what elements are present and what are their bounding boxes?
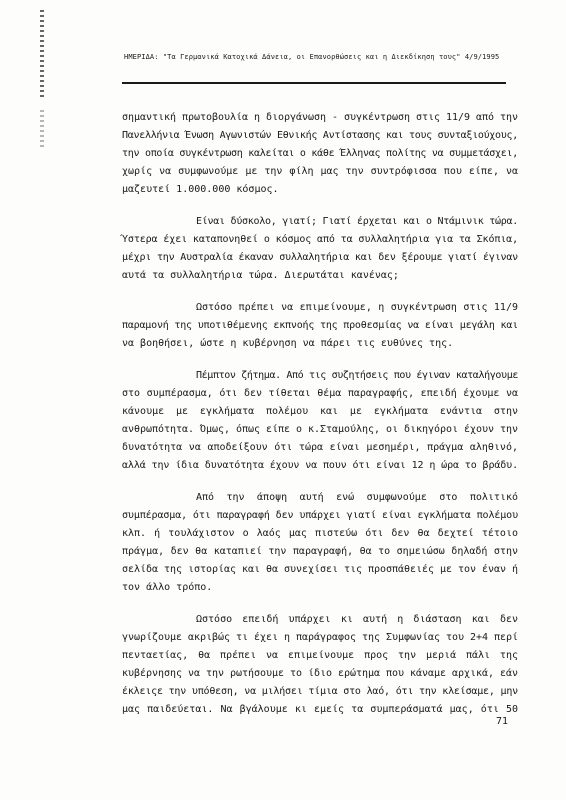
binding-edge-marks [40, 110, 44, 150]
text-line: μέχρι την Αυστραλία έκαναν συλλαλητήρια και δεν ξέρουμε γιατί έγιναν [122, 252, 518, 263]
text-line: μαζευτεί 1.000.000 κόσμος. [122, 184, 279, 195]
text-line: Πέμπτον ζήτημα. Από τις συζητήσεις που έγιναν καταλήγουμε [196, 370, 518, 381]
text-line: να βοηθήσει, ώστε η κυβέρνηση να πάρει τις ευθύνες της. [122, 338, 454, 349]
text-line: κυβέρνησης να την ρωτήσουμε το ίδιο ερώτημα που κάναμε αρχικά, εάν [122, 668, 518, 679]
paragraph-2 [122, 213, 518, 285]
text-line: γνωρίζουμε ακριβώς τι έχει η παράγραφος της Συμφωνίας του 2+4 περί [122, 632, 518, 643]
text-line: Πανελλήνια Ένωση Αγωνιστών Εθνικής Αντίστασης και τους συνταξιούχους, [122, 130, 518, 141]
header-rule [122, 82, 506, 84]
text-line: Ωστόσο πρέπει να επιμείνουμε, η συγκέντρωση στις 11/9 [196, 302, 518, 313]
binding-edge-marks [40, 10, 44, 100]
text-line: Ύστερα έχει καταπονηθεί ο κόσμος από τα συλλαλητήρια για τα Σκόπια, [122, 234, 518, 245]
text-line: τον άλλο τρόπο. [122, 582, 213, 593]
page-number: 71 [496, 716, 509, 727]
paragraph-5 [122, 489, 518, 597]
text-line: ανθρωπότητα. Όμως, όπως είπε ο κ.Σταμούλης, οι δικηγόροι έχουν την [122, 424, 518, 435]
text-line: μας παιδεύεται. Να βγάλουμε κι εμείς τα συμπεράσματά μας, ότι 50 [122, 704, 518, 715]
text-line: χωρίς να συμφωνούμε με την φίλη μας την συντρόφισσα που είπε, να [122, 166, 518, 177]
text-line: συμπέρασμα, ότι παραγραφή δεν υπάρχει γιατί είναι εγκλήματα πολέμου [122, 510, 518, 521]
text-line: την οποία συγκέντρωση καλείται ο κάθε Έλληνας πολίτης να συμμετάσχει, [122, 148, 518, 159]
text-line: Είναι δύσκολο, γιατί; Γιατί έρχεται και ο Ντάμινικ τώρα. [196, 216, 518, 227]
text-line: σημαντική πρωτοβουλία η διοργάνωση - συγκέντρωση στις 11/9 από την [122, 112, 518, 123]
text-line: πενταετίας, θα πρέπει να επιμείνουμε προς την μεριά πάλι της [122, 650, 518, 661]
paragraph-3 [122, 299, 518, 353]
paragraph-4 [122, 367, 518, 475]
text-line: Ωστόσο επειδή υπάρχει κι αυτή η διάσταση και δεν [196, 614, 518, 625]
paragraph-6 [122, 611, 518, 719]
text-line: Από την άποψη αυτή ενώ συμφωνούμε στο πολιτικό [196, 492, 518, 503]
text-line: κλπ. ή τουλάχιστον ο λαός μας πιστεύω ότι δεν θα δεχτεί τέτοιο [122, 528, 518, 539]
text-line: δυνατότητα να αποδείξουν ότι τώρα είναι μεσημέρι, πράγμα αληθινό, [122, 442, 518, 453]
text-line: αυτά τα συλλαλητήρια τώρα. Διερωτάται κανένας; [122, 270, 399, 281]
page-header: ΗΜΕΡΙΔΑ: "Τα Γερμανικά Κατοχικά Δάνεια, οι Επανορθώσεις και η Διεκδίκηση τους" 4/9/1995 [124, 53, 500, 61]
text-line: παραμονή της υποτιθέμενης εκπνοής της προθεσμίας να είναι μεγάλη και [122, 320, 518, 331]
text-line: έκλειςε την υπόθεση, να μιλήσει τίμια στο λαό, ότι την κλείσαμε, μην [122, 686, 518, 697]
text-line: σελίδα της ιστορίας και θα συνεχίσει τις προσπάθειές με τον έναν ή [122, 564, 518, 575]
text-line: πράγμα, δεν θα καταπιεί την παραγραφή, θα το σημειώσω δηλαδή στην [122, 546, 518, 557]
text-line: αλλά την ίδια δυνατότητα έχουν να πουν ότι είναι 12 η ώρα το βράδυ. [122, 460, 518, 471]
body-text [122, 109, 518, 733]
paragraph-1 [122, 109, 518, 199]
text-line: στο συμπέρασμα, ότι δεν τίθεται θέμα παραγραφής, επειδή έχουμε να [122, 388, 518, 399]
text-line: κάνουμε με εγκλήματα πολέμου και με εγκλήματα ενάντια στην [122, 406, 518, 417]
